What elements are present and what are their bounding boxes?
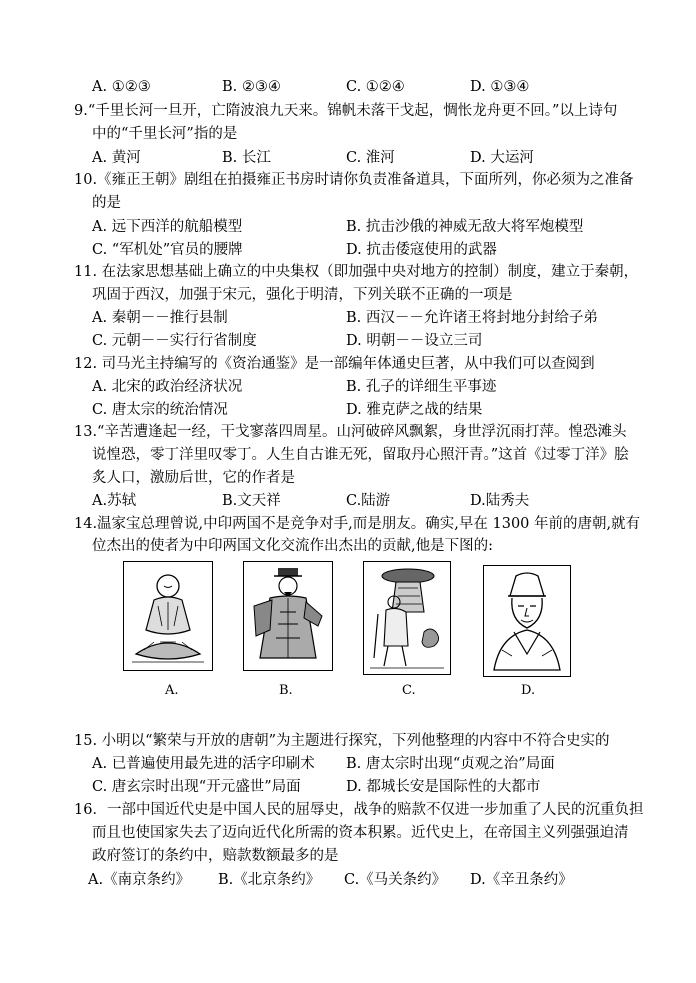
q15-option-d: D. 都城长安是国际性的大都市 [346, 779, 541, 795]
q10-stem-line1: 10.《雍正王朝》剧组在拍摄雍正书房时请你负责准备道具，下面所列，你必须为之准备 [74, 172, 634, 188]
q16-option-b: B.《北京条约》 [218, 872, 321, 888]
q10-option-b: B. 抗击沙俄的神威无敌大将军炮模型 [346, 219, 584, 235]
q9-stem-line1: 9.“千里长河一旦开，亡隋波浪九天来。锦帆未落干戈起，惆怅龙舟更不回。”以上诗句 [74, 103, 618, 119]
q13-option-a: A.苏轼 [92, 493, 137, 509]
q14-stem-line2: 位杰出的使者为中印两国文化交流作出杰出的贡献,他是下图的: [92, 538, 493, 554]
q13-option-b: B.文天祥 [222, 493, 281, 509]
q14-stem-line1: 14.温家宝总理曾说,中印两国不是竞争对手,而是朋友。确实,早在 1300 年前的唐朝,就有 [74, 516, 641, 532]
q9-stem-line2: 中的“千里长河”指的是 [92, 126, 238, 142]
portrait-d-label: D. [521, 683, 536, 698]
q16-stem-line2: 而且也使国家失去了迈向近代化所需的资本积累。近代史上，在帝国主义列强强迫清 [92, 825, 629, 841]
q13-option-c: C.陆游 [346, 493, 391, 509]
q12-option-c: C. 唐太宗的统治情况 [92, 402, 228, 418]
q8-option-c: C. ①②④ [346, 79, 405, 95]
q13-option-d: D.陆秀夫 [470, 493, 530, 509]
q9-option-a: A. 黄河 [92, 150, 141, 166]
q8-option-a: A. ①②③ [92, 79, 151, 95]
q12-option-a: A. 北宋的政治经济状况 [92, 379, 243, 395]
portrait-c-traveling-monk [363, 561, 451, 675]
portrait-b-emperor [243, 561, 333, 671]
q16-option-c: C.《马关条约》 [344, 872, 447, 888]
q13-stem-line2: 说惶恐，零丁洋里叹零丁。人生自古谁无死，留取丹心照汗青。”这首《过零丁洋》脍 [92, 447, 629, 463]
q15-option-a: A. 已普遍使用最先进的活字印刷术 [92, 756, 315, 772]
q16-option-a: A.《南京条约》 [88, 872, 191, 888]
q11-option-d: D. 明朝－－设立三司 [346, 333, 483, 349]
q11-stem-line2: 巩固于西汉，加强于宋元，强化于明清，下列关联不正确的一项是 [92, 287, 513, 303]
q11-option-a: A. 秦朝－－推行县制 [92, 310, 228, 326]
q16-stem-line3: 政府签订的条约中，赔款数额最多的是 [92, 848, 339, 864]
q11-option-b: B. 西汉－－允许诸王将封地分封给子弟 [346, 310, 598, 326]
q10-stem-line2: 的是 [92, 195, 121, 211]
q15-option-b: B. 唐太宗时出现“贞观之治”局面 [346, 756, 555, 772]
q10-option-c: C. “军机处”官员的腰牌 [92, 242, 243, 258]
q8-option-b: B. ②③④ [222, 79, 281, 95]
q15-stem-line1: 15. 小明以“繁荣与开放的唐朝”为主题进行探究，下列他整理的内容中不符合史实的 [74, 733, 610, 749]
q12-option-d: D. 雅克萨之战的结果 [346, 402, 483, 418]
q10-option-d: D. 抗击倭寇使用的武器 [346, 242, 497, 258]
q13-stem-line3: 炙人口，激励后世，它的作者是 [92, 470, 295, 486]
portrait-a-seated-monk [123, 561, 213, 671]
q8-option-d: D. ①③④ [470, 79, 530, 95]
q16-option-d: D.《辛丑条约》 [470, 872, 573, 888]
portrait-c-label: C. [402, 683, 416, 698]
portrait-a-label: A. [165, 683, 179, 698]
portrait-d-official [483, 565, 571, 677]
q9-option-c: C. 淮河 [346, 150, 395, 166]
q9-option-d: D. 大运河 [470, 150, 534, 166]
q12-option-b: B. 孔子的详细生平事迹 [346, 379, 497, 395]
q16-stem-line1: 16．一部中国近代史是中国人民的屈辱史，战争的赔款不仅进一步加重了人民的沉重负担 [74, 802, 644, 818]
q12-stem-line1: 12. 司马光主持编写的《资治通鉴》是一部编年体通史巨著，从中我们可以查阅到 [74, 356, 595, 372]
q11-option-c: C. 元朝－－实行行省制度 [92, 333, 257, 349]
q10-option-a: A. 远下西洋的航船模型 [92, 219, 243, 235]
q9-option-b: B. 长江 [222, 150, 271, 166]
q11-stem-line1: 11. 在法家思想基础上确立的中央集权（即加强中央对地方的控制）制度，建立于秦朝， [74, 264, 639, 280]
q15-option-c: C. 唐玄宗时出现“开元盛世”局面 [92, 779, 301, 795]
q13-stem-line1: 13.“辛苦遭逢起一经，干戈寥落四周星。山河破碎风飘絮，身世浮沉雨打萍。惶恐滩头 [74, 424, 627, 440]
portrait-b-label: B. [279, 683, 293, 698]
